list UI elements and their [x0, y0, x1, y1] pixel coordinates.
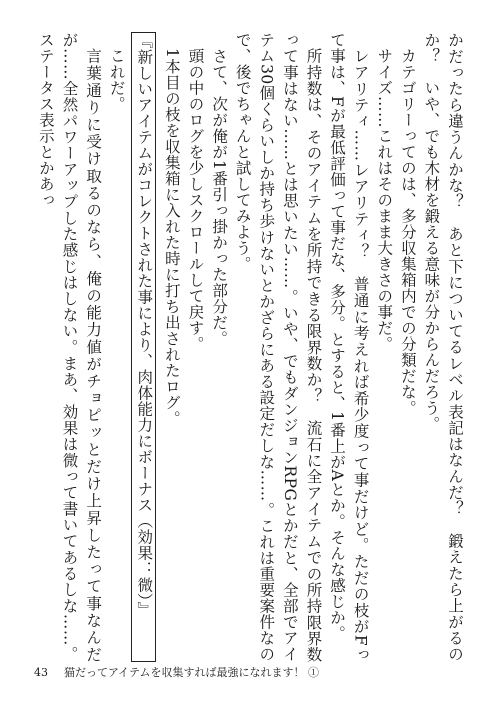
paragraph: これだ。: [107, 47, 126, 112]
vertical-body-text: [36, 32, 466, 662]
paragraph: さて、次が俺が1番引っ掛かった部分だ。: [210, 47, 229, 346]
boxed-system-log: 『新しいアイテムがコレクトされた事により、肉体能力にボーナス（効果：微）』: [131, 32, 157, 662]
paragraph: カテゴリーってのは、多分収集箱内での分類だな。: [398, 47, 417, 416]
paragraph: サイズ……これはそのまま大きさの事だ。: [375, 47, 394, 352]
paragraph: 所持数は、そのアイテムを所持できる限界数か？ 流石に全アイテムでの所持限界数って事はない……とは思いたい……。いや、でもダンジョンRPGとかだと、全部でアイテム30個くらいしか持ち歩けないとかざらにある設定だしな……。これは重要案件なので、後でちゃんと試してみよう。: [233, 32, 323, 662]
paragraph: 頭の中のログを少しスクロールして戻す。: [186, 47, 205, 352]
page-footer: [34, 665, 466, 681]
paragraph: レアリティ……レアリティ？ 普通に考えれば希少度って事だけど。ただの枝がFって事は、Fが最低評価って事だな、多分。とすると、1番上がAとか。そんな感じか。: [328, 32, 370, 662]
paragraph: 言葉通りに受け取るのなら、俺の能力値がチョピッとだけ上昇したって事なんだが……全然パワーアップした感じはしない。まあ、効果は微って書いてあるしな……。ステータス表示とかあっ: [36, 32, 103, 662]
paragraph: 1本目の枝を収集箱に入れた時に打ち出されたログ。: [162, 47, 181, 426]
paragraph: かだったら違うんかな？ あと下についてるレベル表記はなんだ？ 鍛えたら上がるのか？ いや、でも木材を鍛える意味が分からんだろう。: [422, 32, 464, 662]
page-number: 43: [34, 666, 48, 679]
running-title: 猫だってアイテムを収集すれば最強になれます！ ①: [64, 666, 319, 679]
